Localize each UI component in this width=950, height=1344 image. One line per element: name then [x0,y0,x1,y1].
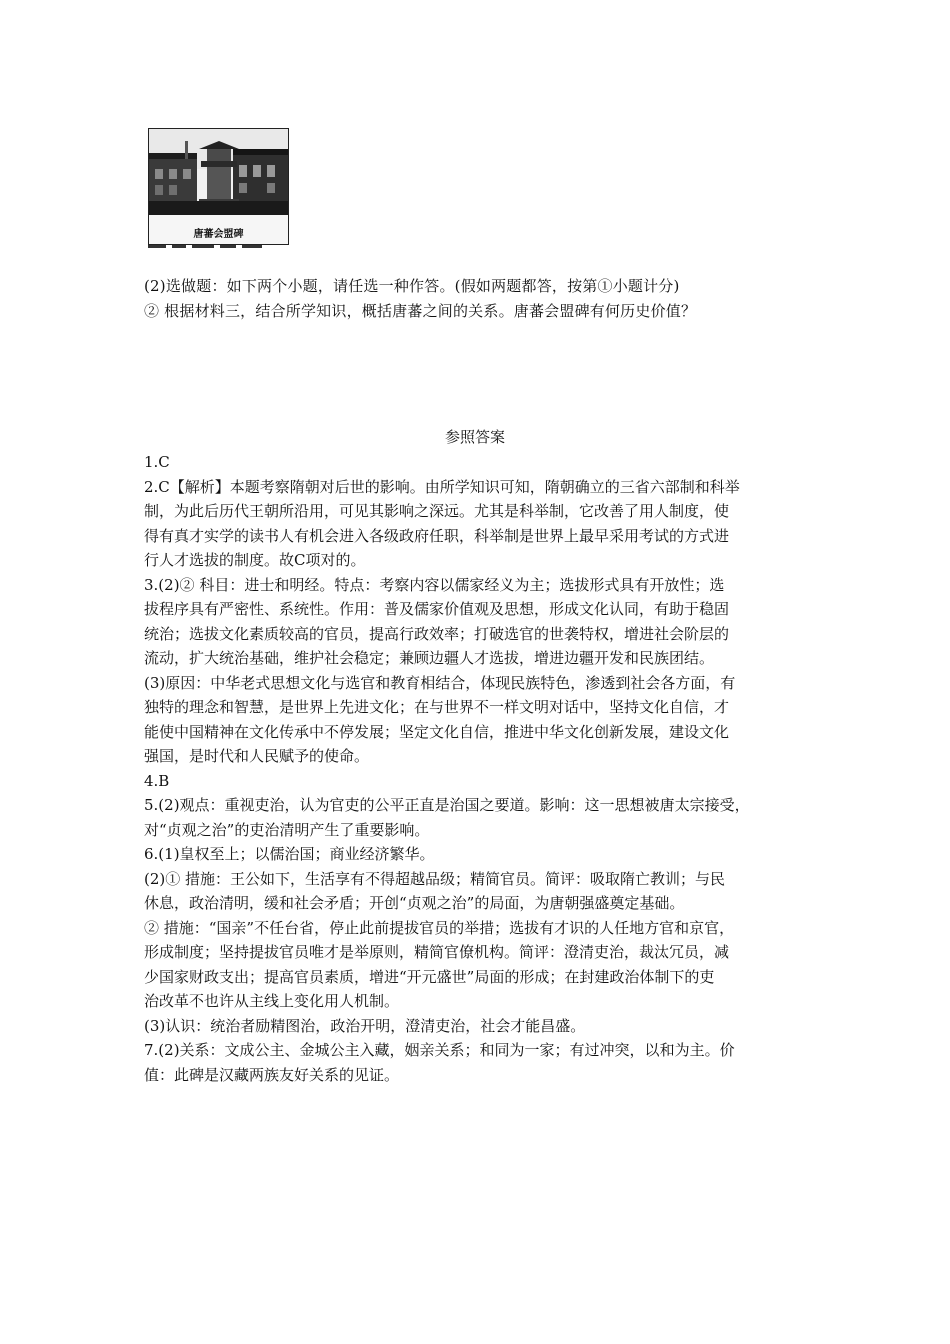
answer-line: 行人才选拔的制度。故C项对的。 [144,551,366,569]
answer-line: 独特的理念和智慧，是世界上先进文化；在与世界不一样文明对话中，坚持文化自信，才 [144,698,730,716]
answer-line: 强国，是时代和人民赋予的使命。 [144,747,370,765]
answer-line: 拔程序具有严密性、系统性。作用：普及儒家价值观及思想，形成文化认同，有助于稳固 [144,600,730,618]
photo-caption: 唐蕃会盟碑 [193,229,244,240]
answer-line: 6.(1)皇权至上；以儒治国；商业经济繁华。 [144,845,435,863]
answer-line: 得有真才实学的读书人有机会进入各级政府任职，科举制是世界上最早采用考试的方式进 [144,526,730,545]
answer-line: 7.(2)关系：文成公主、金城公主入藏，姻亲关系；和同为一家；有过冲突，以和为主。价 [144,1041,735,1059]
answer-line: (3)认识：统治者励精图治，政治开明，澄清吏治，社会才能昌盛。 [144,1016,586,1035]
stele-photo [148,128,289,245]
answer-line: 3.(2)② 科目：进士和明经。特点：考察内容以儒家经义为主；选拔形式具有开放性；选 [144,575,725,594]
answer-line: 能使中国精神在文化传承中不停发展；坚定文化自信，推进中华文化创新发展，建设文化 [144,722,730,741]
answer-line: 形成制度；坚持提拔官员唯才是举原则，精简官僚机构。简评：澄清吏治，裁汰冗员，减 [144,943,730,961]
answer-line: 对“贞观之治”的吏治清明产生了重要影响。 [144,820,430,839]
answer-line: 1.C [144,453,170,471]
answer-line: 值：此碑是汉藏两族友好关系的见证。 [144,1065,400,1084]
answer-line: (2)① 措施：王公如下，生活享有不得超越品级；精简官员。简评：吸取隋亡教训；与民 [144,869,726,888]
answer-line: 4.B [144,771,170,790]
answer-line: (3)原因：中华老式思想文化与选官和教育相结合，体现民族特色，渗透到社会各方面，有 [144,673,736,692]
answer-line: 治改革不也许从主线上变化用人机制。 [144,992,400,1010]
answer-line: 休息，政治清明，缓和社会矛盾；开创“贞观之治”的局面，为唐朝强盛奠定基础。 [144,894,685,912]
answer-line: 2.C【解析】本题考察隋朝对后世的影响。由所学知识可知，隋朝确立的三省六部制和科举 [144,477,740,496]
answers-body [144,450,824,1087]
answer-line: ② 措施：“国亲”不任台省，停止此前提拔官员的举措；选拔有才识的人任地方官和京官， [144,918,735,937]
question-line-2: ② 根据材料三，结合所学知识，概括唐蕃之间的关系。唐蕃会盟碑有何历史价值？ [144,302,697,320]
answer-line: 5.(2)观点：重视吏治，认为官吏的公平正直是治国之要道。影响：这一思想被唐太宗接受， [144,796,750,814]
answer-line: 流动，扩大统治基础，维护社会稳定；兼顾边疆人才选拔，增进边疆开发和民族团结。 [144,649,715,667]
answer-line: 统治；选拔文化素质较高的官员，提高行政效率；打破选官的世袭特权，增进社会阶层的 [144,624,730,643]
question-line-1: (2)选做题：如下两个小题，请任选一种作答。(假如两题都答，按第①小题计分) [144,277,680,295]
answer-line: 少国家财政支出；提高官员素质，增进“开元盛世”局面的形成；在封建政治体制下的吏 [144,967,715,986]
answers-title: 参照答案 [444,428,505,446]
answer-line: 制，为此后历代王朝所沿用，可见其影响之深远。尤其是科举制，它改善了用人制度，使 [144,502,730,520]
cut-off-text [148,245,278,249]
